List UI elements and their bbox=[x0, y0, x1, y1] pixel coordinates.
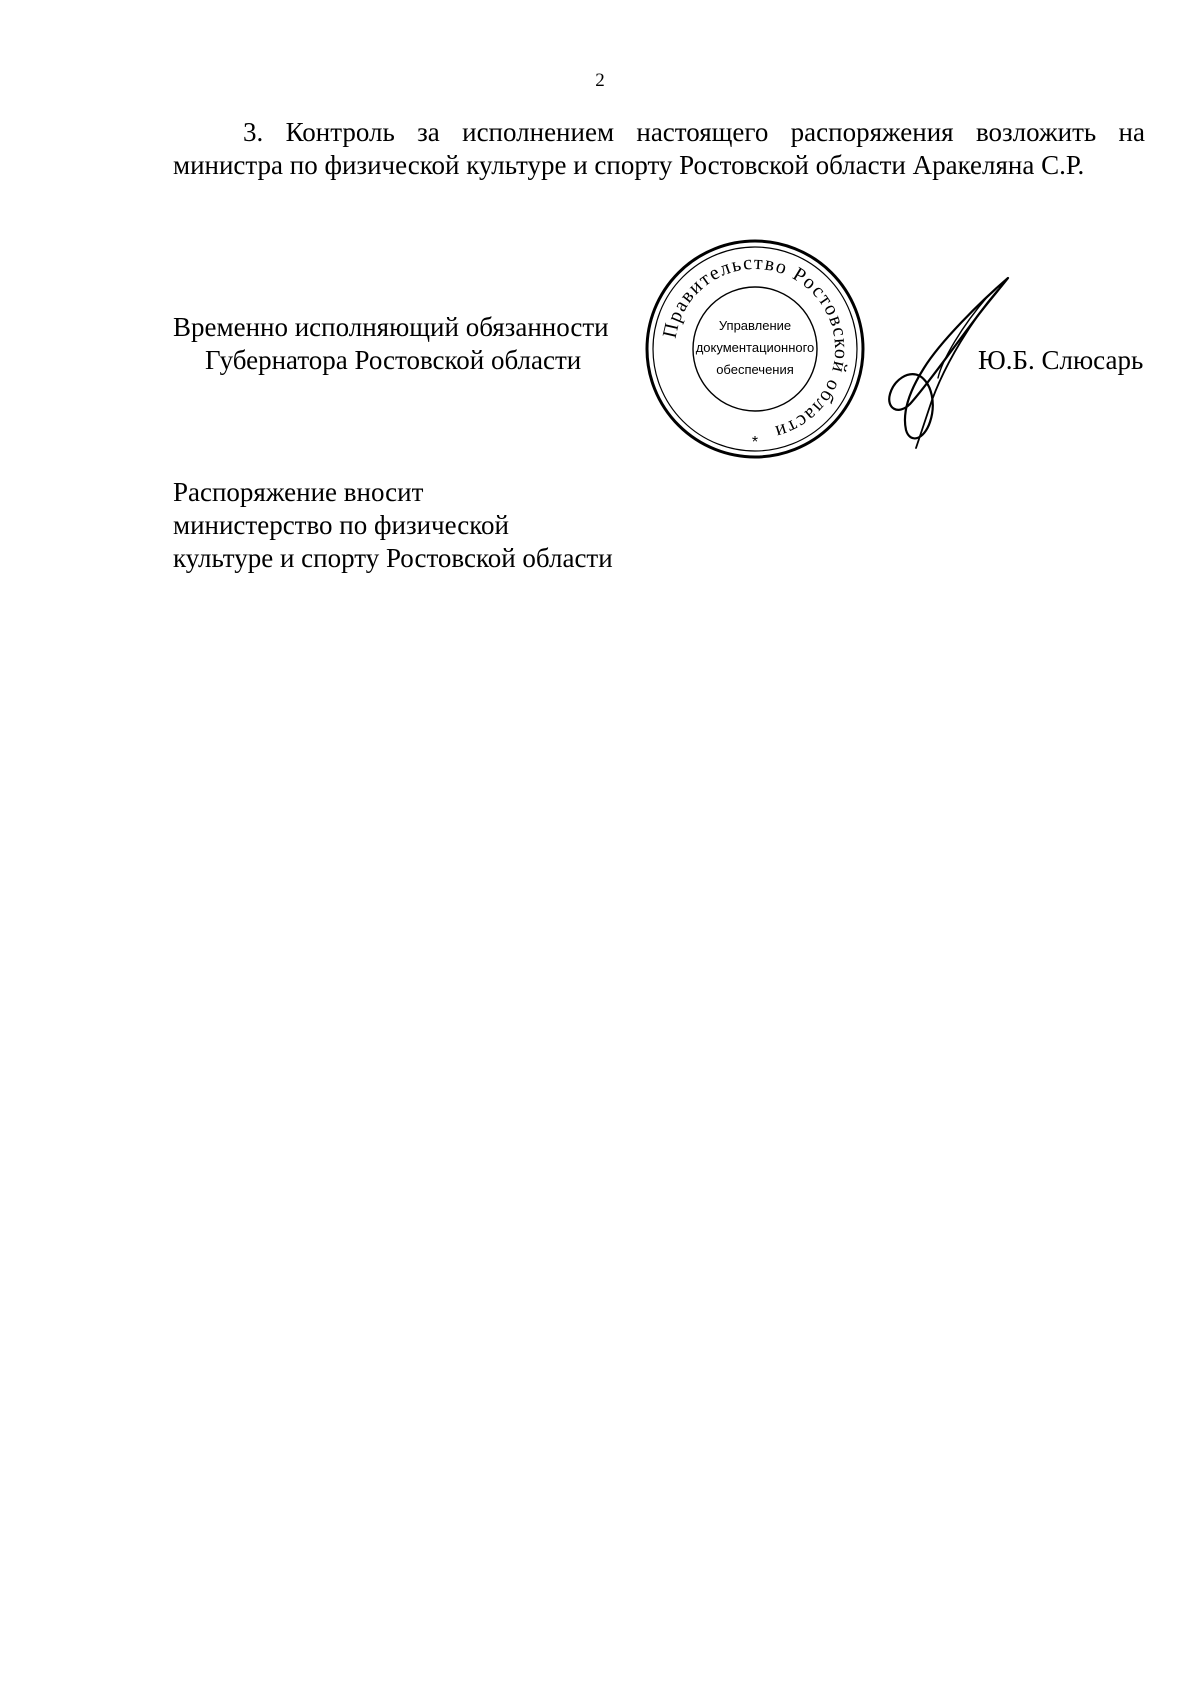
official-seal-stamp bbox=[644, 238, 866, 460]
introduced-by-line-3: культуре и спорту Ростовской области bbox=[173, 543, 613, 573]
seal-inner-line-3: обеспечения bbox=[716, 362, 794, 377]
introduced-by-line-2: министерство по физической bbox=[173, 510, 509, 540]
signatory-title-line-2: Губернатора Ростовской области bbox=[205, 345, 582, 375]
seal-outer-text: Правительство Ростовской области bbox=[658, 251, 853, 444]
introduced-by-line-1: Распоряжение вносит bbox=[173, 477, 424, 507]
introduced-by-block bbox=[173, 476, 613, 575]
seal-inner-line-1: Управление bbox=[718, 318, 792, 333]
page-number: 2 bbox=[595, 70, 605, 91]
control-paragraph: 3. Контроль за исполнением настоящего распоряжения возложить на министра по физической культуре и спорту Ростовской области Аракеляна С.Р. bbox=[173, 117, 1145, 180]
signatory-name: Ю.Б. Слюсарь bbox=[978, 345, 1144, 375]
signatory-title bbox=[173, 311, 609, 377]
seal-inner-line-2: документационного bbox=[695, 340, 815, 355]
seal-star-icon: * bbox=[751, 434, 759, 451]
signatory-title-line-1: Временно исполняющий обязанности bbox=[173, 312, 609, 342]
